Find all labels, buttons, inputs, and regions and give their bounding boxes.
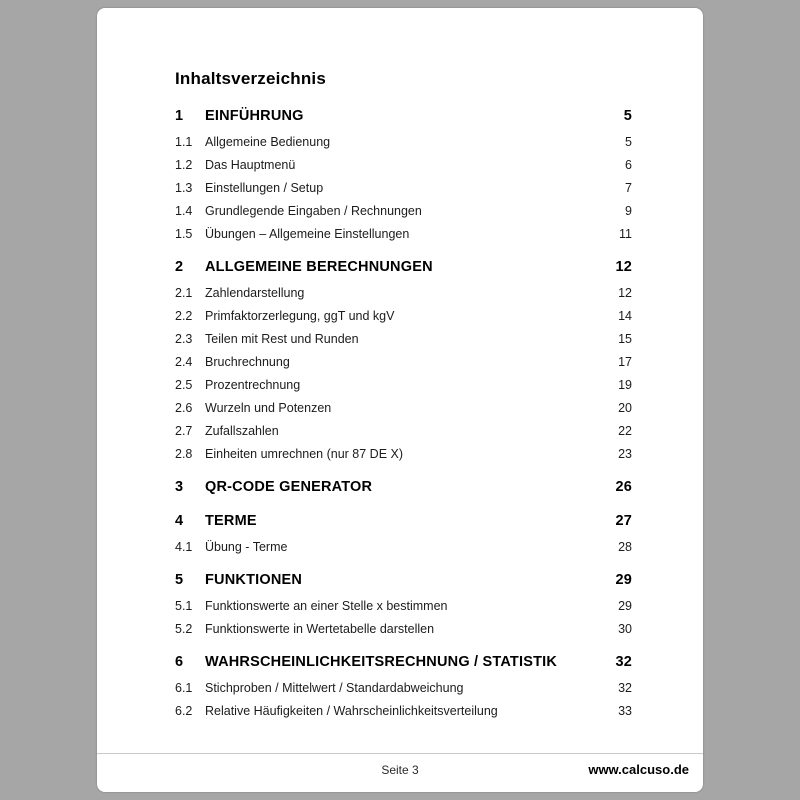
- toc-entry-label: EINFÜHRUNG: [205, 108, 304, 124]
- toc-entry-number: 2.6: [175, 401, 193, 415]
- toc-entry-number: 6.1: [175, 681, 193, 695]
- toc-entry-page: 22: [618, 424, 632, 438]
- page-footer: [97, 753, 703, 792]
- toc-entry-label: Allgemeine Bedienung: [205, 135, 331, 149]
- toc-entry: [175, 536, 632, 559]
- toc-entry: [175, 420, 632, 443]
- toc-entry-page: 27: [615, 513, 632, 529]
- page-title: Inhaltsverzeichnis: [175, 69, 326, 88]
- toc-entry-label: Zahlendarstellung: [205, 286, 305, 300]
- toc-entry-label: Einheiten umrechnen (nur 87 DE X): [205, 447, 404, 461]
- toc-entry: [175, 177, 632, 200]
- toc-entry-number: 2.5: [175, 378, 193, 392]
- toc-entry-label: Bruchrechnung: [205, 355, 290, 369]
- toc-entry-label: Wurzeln und Potenzen: [205, 401, 332, 415]
- toc-entry-number: 4.1: [175, 540, 193, 554]
- toc-entry-label: Einstellungen / Setup: [205, 181, 324, 195]
- toc-entry-label: Relative Häufigkeiten / Wahrscheinlichkeitsverteilung: [205, 704, 498, 718]
- toc-entry: [175, 595, 632, 618]
- toc-entry-page: 32: [618, 681, 632, 695]
- toc-entry: [175, 568, 632, 593]
- toc-entry-number: 2.4: [175, 355, 193, 369]
- toc-entry-page: 5: [625, 135, 632, 149]
- toc-entry: [175, 650, 632, 675]
- toc-entry: [175, 282, 632, 305]
- toc-entry: [175, 443, 632, 466]
- toc-entry-label: QR-CODE GENERATOR: [205, 479, 373, 495]
- toc-entry-page: 30: [618, 622, 632, 636]
- toc-entry-number: 4: [175, 513, 184, 529]
- toc-entry: [175, 223, 632, 246]
- toc-entry-page: 29: [615, 572, 632, 588]
- website-label: www.calcuso.de: [588, 762, 689, 777]
- toc-entry-number: 2.7: [175, 424, 193, 438]
- toc-entry-label: Prozentrechnung: [205, 378, 301, 392]
- toc-entry: [175, 154, 632, 177]
- toc-entry-page: 33: [618, 704, 632, 718]
- toc-entry: [175, 305, 632, 328]
- toc-entry: [175, 131, 632, 154]
- toc-entry-label: ALLGEMEINE BERECHNUNGEN: [205, 259, 433, 275]
- toc-entry: [175, 328, 632, 351]
- document-page: [97, 8, 703, 792]
- toc-entry-label: Zufallszahlen: [205, 424, 279, 438]
- toc-entry-number: 2.1: [175, 286, 193, 300]
- toc-entry-label: TERME: [205, 513, 257, 529]
- toc-entry-number: 6: [175, 654, 184, 670]
- toc-entry-page: 6: [625, 158, 632, 172]
- toc-entry-page: 28: [618, 540, 632, 554]
- toc-entry: [175, 509, 632, 534]
- toc-entry-label: Funktionswerte in Wertetabelle darstellen: [205, 622, 435, 636]
- toc-entry-number: 2.2: [175, 309, 193, 323]
- toc-entry-page: 11: [619, 227, 632, 241]
- toc-entry: [175, 104, 632, 129]
- toc-entry: [175, 255, 632, 280]
- toc-entry-number: 6.2: [175, 704, 193, 718]
- toc-entry-page: 12: [615, 259, 632, 275]
- toc-content: [97, 8, 703, 723]
- toc-entry-label: Stichproben / Mittelwert / Standardabweichung: [205, 681, 464, 695]
- toc-entry-label: Das Hauptmenü: [205, 158, 296, 172]
- toc-entry-label: Übung - Terme: [205, 540, 288, 554]
- toc-entry-number: 5.2: [175, 622, 193, 636]
- toc-entry: [175, 475, 632, 500]
- toc-entry-page: 20: [618, 401, 632, 415]
- toc-entry-label: Primfaktorzerlegung, ggT und kgV: [205, 309, 395, 323]
- toc-entry-label: Grundlegende Eingaben / Rechnungen: [205, 204, 422, 218]
- toc-entry-number: 2: [175, 259, 184, 275]
- toc-entry-page: 5: [623, 108, 632, 124]
- toc-entry-page: 15: [618, 332, 632, 346]
- toc-entry: [175, 700, 632, 723]
- toc-entry: [175, 351, 632, 374]
- toc-entry-number: 2.8: [175, 447, 193, 461]
- toc-entry-number: 1.2: [175, 158, 193, 172]
- toc-entry-number: 2.3: [175, 332, 193, 346]
- toc-entry-number: 1: [175, 108, 184, 124]
- toc-entry-label: Teilen mit Rest und Runden: [205, 332, 359, 346]
- toc-entry-page: 29: [618, 599, 632, 613]
- table-of-contents: [175, 104, 632, 723]
- toc-entry-page: 26: [615, 479, 632, 495]
- toc-entry-page: 17: [618, 355, 632, 369]
- toc-entry-page: 32: [615, 654, 632, 670]
- toc-entry-page: 14: [618, 309, 632, 323]
- toc-entry-page: 9: [625, 204, 632, 218]
- toc-entry: [175, 618, 632, 641]
- toc-entry-number: 1.1: [175, 135, 193, 149]
- toc-entry-number: 1.5: [175, 227, 193, 241]
- toc-entry-label: Übungen – Allgemeine Einstellungen: [205, 227, 410, 241]
- toc-entry-number: 5: [175, 572, 184, 588]
- toc-entry-label: WAHRSCHEINLICHKEITSRECHNUNG / STATISTIK: [205, 654, 558, 670]
- toc-entry-label: FUNKTIONEN: [205, 572, 303, 588]
- toc-entry: [175, 374, 632, 397]
- toc-entry-page: 23: [618, 447, 632, 461]
- toc-entry-page: 12: [618, 286, 632, 300]
- toc-entry: [175, 200, 632, 223]
- toc-entry-number: 1.4: [175, 204, 193, 218]
- toc-entry: [175, 677, 632, 700]
- toc-entry: [175, 397, 632, 420]
- toc-entry-number: 1.3: [175, 181, 193, 195]
- page-number-label: Seite 3: [381, 763, 419, 777]
- toc-entry-page: 7: [625, 181, 632, 195]
- toc-entry-page: 19: [618, 378, 632, 392]
- toc-entry-number: 3: [175, 479, 184, 495]
- toc-entry-label: Funktionswerte an einer Stelle x bestimmen: [205, 599, 448, 613]
- toc-entry-number: 5.1: [175, 599, 193, 613]
